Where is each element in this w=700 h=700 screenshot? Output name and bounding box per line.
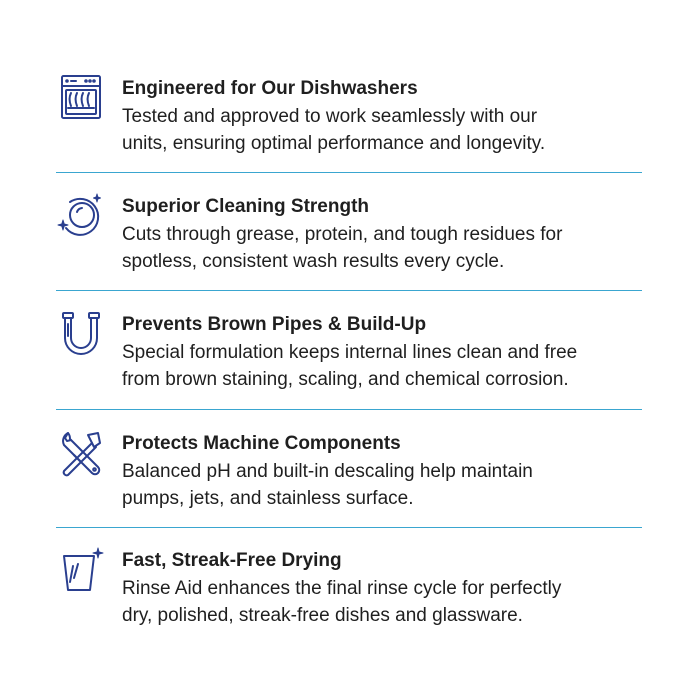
feature-description (122, 221, 662, 275)
feature-description (122, 458, 662, 512)
description-line: from brown staining, scaling, and chemical corrosion. (122, 369, 569, 390)
divider (56, 409, 642, 410)
feature-description (122, 103, 662, 157)
feature-text (122, 550, 662, 629)
feature-title: Superior Cleaning Strength (122, 196, 370, 217)
feature-text (122, 433, 662, 512)
feature-title: Prevents Brown Pipes & Build-Up (122, 314, 427, 335)
description-line: units, ensuring optimal performance and longevity. (122, 133, 546, 154)
description-line: pumps, jets, and stainless surface. (122, 488, 414, 509)
sparkling-glass-icon (56, 546, 106, 596)
description-line: spotless, consistent wash results every cycle. (122, 251, 505, 272)
description-line: Special formulation keeps internal lines clean and free (122, 342, 578, 363)
description-line: Balanced pH and built-in descaling help maintain (122, 461, 533, 482)
description-line: Tested and approved to work seamlessly with our (122, 106, 538, 127)
feature-title: Protects Machine Components (122, 433, 401, 454)
description-line: Rinse Aid enhances the final rinse cycle for perfectly (122, 578, 562, 599)
feature-description (122, 575, 662, 629)
feature-title: Engineered for Our Dishwashers (122, 78, 418, 99)
feature-text (122, 196, 662, 275)
description-line: dry, polished, streak-free dishes and glassware. (122, 605, 523, 626)
sparkling-plate-icon (56, 190, 106, 240)
feature-title: Fast, Streak-Free Drying (122, 550, 342, 571)
feature-description (122, 339, 662, 393)
divider (56, 527, 642, 528)
divider (56, 290, 642, 291)
tools-icon (56, 429, 106, 479)
feature-text (122, 314, 662, 393)
feature-text (122, 78, 662, 157)
description-line: Cuts through grease, protein, and tough residues for (122, 224, 563, 245)
u-pipe-icon (56, 308, 106, 358)
divider (56, 172, 642, 173)
dishwasher-icon (56, 72, 106, 122)
